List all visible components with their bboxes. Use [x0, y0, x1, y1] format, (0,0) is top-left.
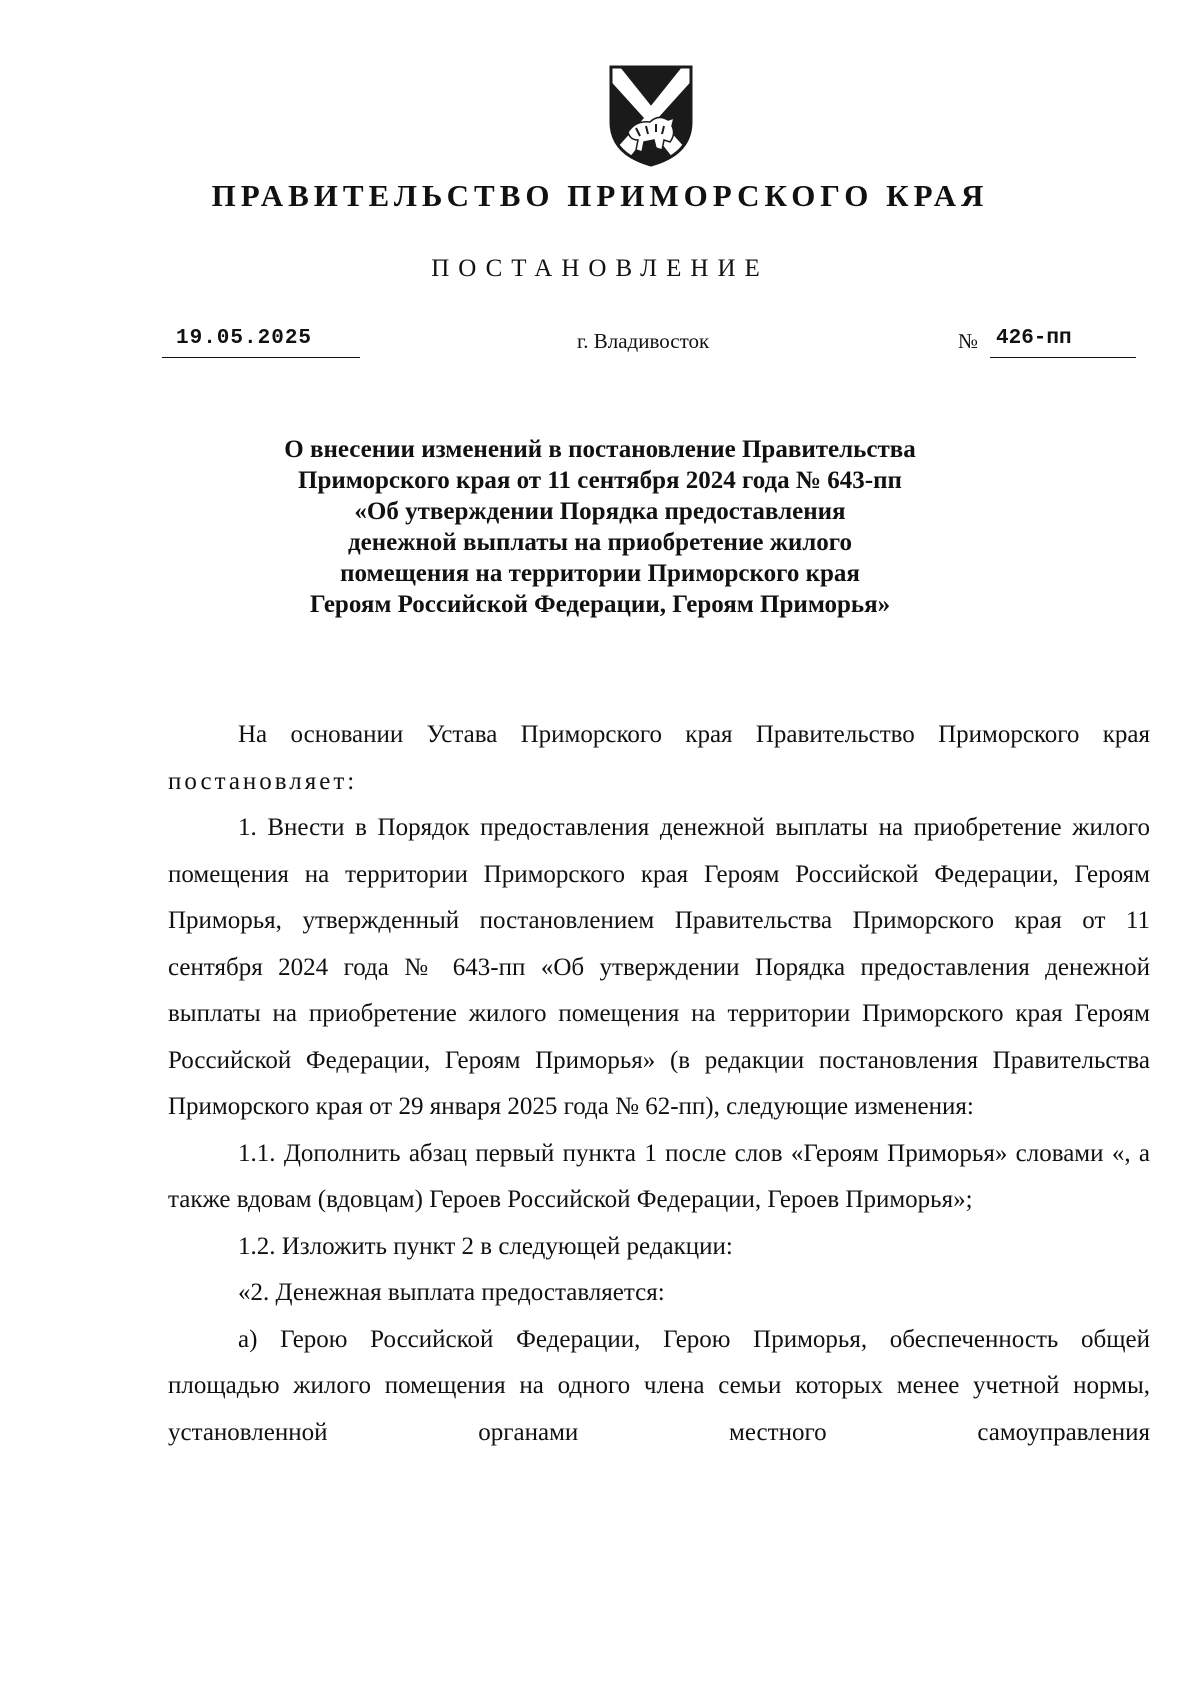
document-date: 19.05.2025	[176, 327, 313, 350]
paragraph-2a: а) Герою Российской Федерации, Герою Приморья, обеспеченность общей площадью жилого помещения на одного члена семьи которых менее учетной нормы, установленной органами местного самоуправления	[168, 1325, 1150, 1446]
document-subject	[240, 434, 960, 620]
number-field	[958, 327, 1138, 357]
subject-line: помещения на территории Приморского края	[340, 560, 860, 587]
date-field	[162, 327, 360, 358]
number-line	[990, 327, 1136, 358]
government-title: ПРАВИТЕЛЬСТВО ПРИМОРСКОГО КРАЯ	[211, 178, 989, 213]
preamble-paragraph	[168, 712, 1150, 805]
subject-line: денежной выплаты на приобретение жилого	[348, 529, 852, 556]
document-number: 426-пп	[996, 327, 1072, 350]
paragraph-1-1: 1.1. Дополнить абзац первый пункта 1 после слов «Героям Приморья» словами «, а также вдовам (вдовцам) Героев Российской Федерации, Героев Приморья»;	[168, 1139, 1150, 1213]
document-type: ПОСТАНОВЛЕНИЕ	[431, 255, 769, 282]
subject-line: Героям Российской Федерации, Героям Приморья»	[309, 591, 891, 618]
paragraph-2: «2. Денежная выплата предоставляется:	[238, 1279, 665, 1306]
subject-line: О внесении изменений в постановление Правительства	[284, 436, 916, 463]
subject-line: «Об утверждении Порядка предоставления	[354, 498, 846, 525]
subject-line: Приморского края от 11 сентября 2024 года № 643-пп	[298, 467, 902, 494]
preamble-text: На основании Устава Приморского края Правительство Приморского края	[238, 721, 1150, 748]
document-body	[168, 712, 1150, 1456]
number-prefix: №	[958, 329, 979, 353]
coat-of-arms-icon	[606, 62, 696, 168]
document-city: г. Владивосток	[577, 329, 710, 353]
paragraph-1: 1. Внести в Порядок предоставления денежной выплаты на приобретение жилого помещения на территории Приморского края Героям Российской Федерации, Героям Приморья, утвержденный постановлением Правительства Приморского края от 11 сентября 2024 года № 643-пп «Об утверждении Порядка предоставления денежной выплаты на приобретение жилого помещения на территории Приморского края Героям Российской Федерации, Героям Приморья» (в редакции постановления Правительства Приморского края от 29 января 2025 года № 62-пп), следующие изменения:	[168, 814, 1150, 1120]
paragraph-1-2: 1.2. Изложить пункт 2 в следующей редакции:	[238, 1232, 733, 1260]
decree-word: постановляет:	[168, 767, 358, 795]
document-meta	[0, 327, 1200, 367]
